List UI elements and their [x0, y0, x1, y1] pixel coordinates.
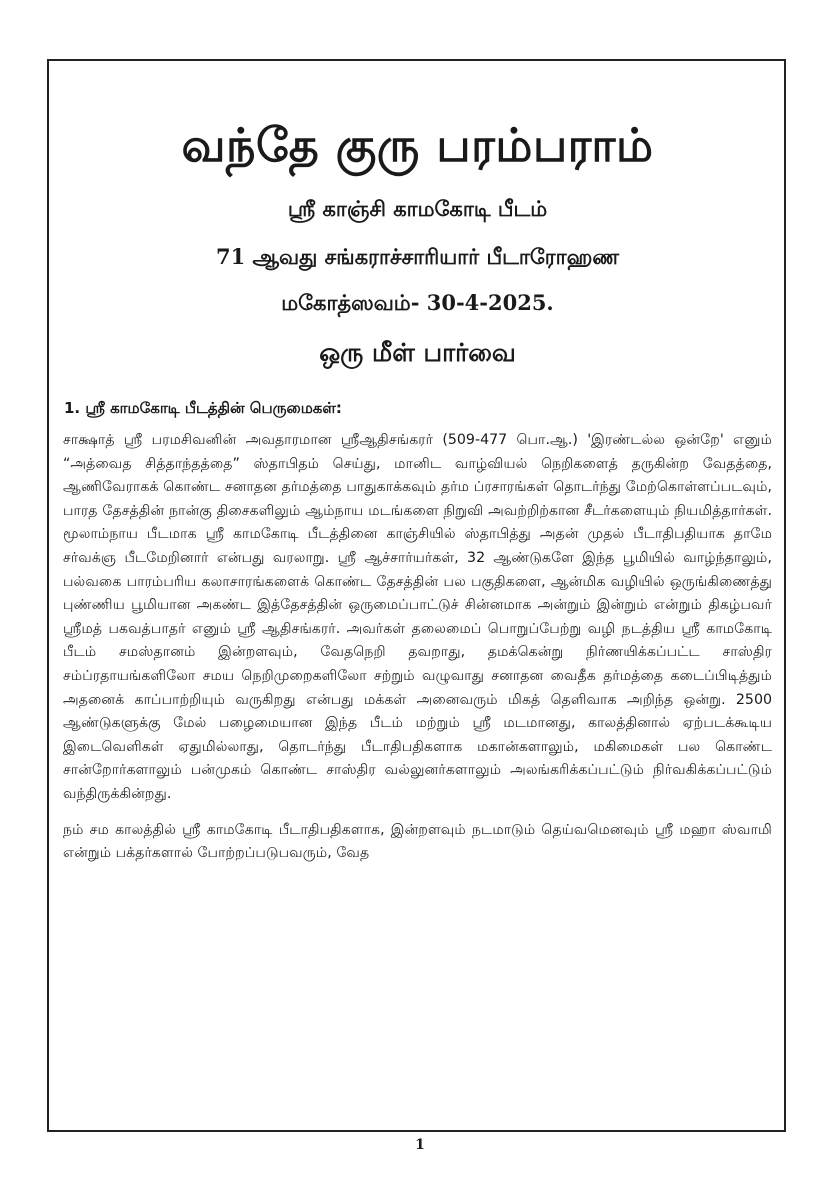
page-number: 1 — [415, 1137, 425, 1153]
paragraph-2: நம் சம காலத்தில் ஸ்ரீ காமகோடி பீடாதிபதிகளாக, இன்றளவும் நடமாடும் தெய்வமெனவும் ஸ்ரீ மஹா ஸ்வாமி என்றும் பக்தர்களால் போற்றப்படுபவரும், வேத — [63, 821, 772, 862]
document-body — [62, 60, 773, 866]
subtitle-festival-date: மகோத்ஸவம்- 30-4-2025. — [281, 290, 554, 315]
section-heading: 1. ஸ்ரீ காமகோடி பீடத்தின் பெருமைகள்: — [64, 399, 342, 417]
subtitle-peetam: ஸ்ரீ காஞ்சி காமகோடி பீடம் — [287, 196, 548, 221]
subtitle-review: ஒரு மீள் பார்வை — [319, 338, 516, 367]
subtitle-acharya: 71 ஆவது சங்கராச்சாரியார் பீடாரோஹண — [215, 244, 620, 269]
document-title: வந்தே குரு பரம்பராம் — [181, 118, 654, 172]
paragraph-1: சாக்ஷாத் ஸ்ரீ பரமசிவனின் அவதாரமான ஸ்ரீஆதிசங்கரர் (509-477 பொ.ஆ.) 'இரண்டல்ல ஒன்றே' எனும் “அத்வைத சித்தாந்தத்தை” ஸ்தாபிதம் செய்து, மானிட வாழ்வியல் நெறிகளைத் தருகின்ற வேதத்தை, ஆணிவேராகக் கொண்ட சனாதன தர்மத்தை பாதுகாக்கவும் தர்ம ப்ரசாரங்கள் தொடர்ந்து மேற்கொள்ளப்படவும், பாரத தேசத்தின் நான்கு திசைகளிலும் ஆம்நாய மடங்களை நிறுவி அவற்றிற்கான சீடர்களையும் நியமித்தார்கள். மூலாம்நாய பீடமாக ஸ்ரீ காமகோடி பீடத்தினை காஞ்சியில் ஸ்தாபித்து அதன் முதல் பீடாதிபதியாக தாமே சர்வக்ஞ பீடமேறினார் என்பது வரலாறு. ஸ்ரீ ஆச்சார்யர்கள், 32 ஆண்டுகளே இந்த பூமியில் வாழ்ந்தாலும், பல்வகை பாரம்பரிய கலாசாரங்களைக் கொண்ட தேசத்தின் பல பகுதிகளை, ஆன்மிக வழியில் ஒருங்கிணைத்து புண்ணிய பூமியான அகண்ட இத்தேசத்தின் ஒருமைப்பாட்டுச் சின்னமாக அன்றும் இன்றும் என்றும் திகழ்பவர் ஸ்ரீமத் பகவத்பாதர் எனும் ஸ்ரீ ஆதிசங்கரர். அவர்கள் தலைமைப் பொறுப்பேற்று வழி நடத்திய ஸ்ரீ காமகோடி பீடம் சமஸ்தானம் இன்றளவும், வேதநெறி தவறாது, தமக்கென்று நிர்ணயிக்கப்பட்ட சாஸ்திர சம்ப்ரதாயங்களிலோ சமய நெறிமுறைகளிலோ சற்றும் வழுவாது சனாதன வைதீக தர்மத்தை கடைப்பிடித்தும் அதனைக் காப்பாற்றியும் வருகிறது என்பது மக்கள் அனைவரும் மிகத் தெளிவாக அறிந்த ஒன்று. 2500 ஆண்டுகளுக்கு மேல் பழைமையான இந்த பீடம் மற்றும் ஸ்ரீ மடமானது, காலத்தினால் ஏற்படக்கூடிய இடைவெளிகள் ஏதுமில்லாது, தொடர்ந்து பீடாதிபதிகளாக மகான்களாலும், மகிமைகள் பல கொண்ட சான்றோர்களாலும் பன்முகம் கொண்ட சாஸ்திர வல்லுனர்களாலும் அலங்கரிக்கப்பட்டும் நிர்வகிக்கப்பட்டும் வந்திருக்கின்றது. — [63, 432, 772, 802]
